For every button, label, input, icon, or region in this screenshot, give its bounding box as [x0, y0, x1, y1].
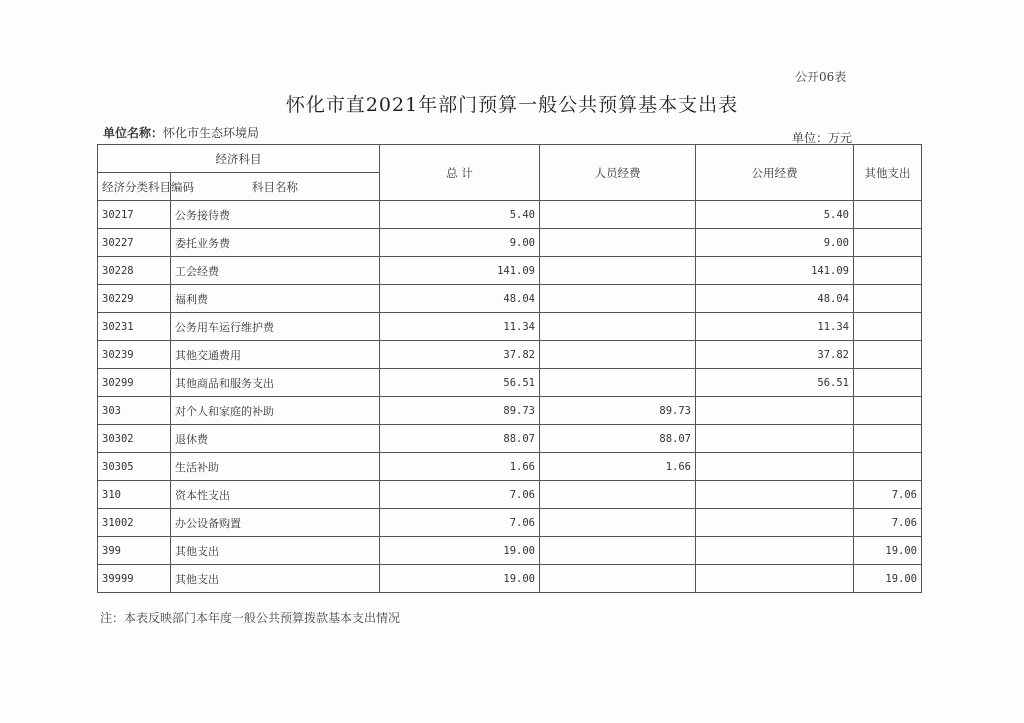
row-public-cell: [696, 565, 854, 593]
row-total-cell: 56.51: [380, 369, 540, 397]
row-public-cell: 37.82: [696, 341, 854, 369]
row-total-cell: 48.04: [380, 285, 540, 313]
row-code-cell: 30228: [98, 257, 171, 285]
table-row: [98, 509, 922, 537]
row-name-cell: 工会经费: [171, 257, 380, 285]
row-other-cell: 7.06: [854, 509, 922, 537]
row-other-cell: 7.06: [854, 481, 922, 509]
row-total-cell: 89.73: [380, 397, 540, 425]
row-personnel-cell: 88.07: [540, 425, 696, 453]
row-name-cell: 其他商品和服务支出: [171, 369, 380, 397]
header-other: 其他支出: [854, 145, 922, 201]
row-public-cell: [696, 537, 854, 565]
row-name-cell: 其他支出: [171, 537, 380, 565]
row-other-cell: [854, 285, 922, 313]
row-public-cell: [696, 397, 854, 425]
table-row: [98, 481, 922, 509]
header-public: 公用经费: [696, 145, 854, 201]
row-personnel-cell: [540, 537, 696, 565]
row-code-cell: 30229: [98, 285, 171, 313]
row-public-cell: [696, 453, 854, 481]
row-total-cell: 9.00: [380, 229, 540, 257]
unit-name-label: 单位名称：: [103, 126, 164, 140]
row-name-cell: 其他支出: [171, 565, 380, 593]
row-other-cell: [854, 313, 922, 341]
row-public-cell: [696, 481, 854, 509]
row-name-cell: 退休费: [171, 425, 380, 453]
header-econ-code: 经济分类科目编码: [98, 173, 171, 201]
table-row: [98, 397, 922, 425]
table-row: [98, 565, 922, 593]
row-code-cell: 30302: [98, 425, 171, 453]
row-name-cell: 资本性支出: [171, 481, 380, 509]
table-row: [98, 285, 922, 313]
header-subject-name: 科目名称: [171, 173, 380, 201]
row-total-cell: 1.66: [380, 453, 540, 481]
row-personnel-cell: [540, 565, 696, 593]
table-row: [98, 425, 922, 453]
row-personnel-cell: [540, 509, 696, 537]
row-code-cell: 31002: [98, 509, 171, 537]
row-other-cell: [854, 397, 922, 425]
row-code-cell: 30299: [98, 369, 171, 397]
table-row: [98, 369, 922, 397]
money-unit: 单位：万元: [792, 131, 853, 145]
row-personnel-cell: [540, 201, 696, 229]
row-code-cell: 399: [98, 537, 171, 565]
row-personnel-cell: [540, 341, 696, 369]
row-public-cell: [696, 425, 854, 453]
row-code-cell: 30231: [98, 313, 171, 341]
row-code-cell: 30239: [98, 341, 171, 369]
row-other-cell: [854, 229, 922, 257]
row-total-cell: 7.06: [380, 481, 540, 509]
row-total-cell: 141.09: [380, 257, 540, 285]
table-row: [98, 537, 922, 565]
page-title: 怀化市直2021年部门预算一般公共预算基本支出表: [285, 94, 739, 116]
row-personnel-cell: [540, 481, 696, 509]
row-other-cell: [854, 201, 922, 229]
unit-name: [103, 124, 259, 141]
row-code-cell: 30217: [98, 201, 171, 229]
header-total: 总 计: [380, 145, 540, 201]
row-public-cell: 11.34: [696, 313, 854, 341]
row-other-cell: 19.00: [854, 537, 922, 565]
row-code-cell: 39999: [98, 565, 171, 593]
row-public-cell: 5.40: [696, 201, 854, 229]
row-other-cell: [854, 341, 922, 369]
row-name-cell: 办公设备购置: [171, 509, 380, 537]
row-name-cell: 委托业务费: [171, 229, 380, 257]
row-personnel-cell: [540, 313, 696, 341]
row-name-cell: 福利费: [171, 285, 380, 313]
row-total-cell: 11.34: [380, 313, 540, 341]
row-other-cell: [854, 453, 922, 481]
row-total-cell: 19.00: [380, 537, 540, 565]
header-econ-subject: 经济科目: [98, 145, 380, 173]
row-name-cell: 公务用车运行维护费: [171, 313, 380, 341]
row-other-cell: [854, 425, 922, 453]
row-total-cell: 37.82: [380, 341, 540, 369]
table-row: [98, 313, 922, 341]
table-row: [98, 453, 922, 481]
row-public-cell: [696, 509, 854, 537]
row-code-cell: 310: [98, 481, 171, 509]
row-total-cell: 7.06: [380, 509, 540, 537]
form-number: 公开06表: [795, 70, 847, 84]
row-total-cell: 5.40: [380, 201, 540, 229]
row-public-cell: 56.51: [696, 369, 854, 397]
table-row: [98, 341, 922, 369]
row-name-cell: 公务接待费: [171, 201, 380, 229]
row-code-cell: 30227: [98, 229, 171, 257]
row-code-cell: 30305: [98, 453, 171, 481]
table-row: [98, 201, 922, 229]
table-row: [98, 229, 922, 257]
row-other-cell: [854, 369, 922, 397]
unit-name-value: 怀化市生态环境局: [163, 126, 260, 140]
row-public-cell: 48.04: [696, 285, 854, 313]
footnote: 注：本表反映部门本年度一般公共预算拨款基本支出情况: [100, 611, 401, 625]
row-code-cell: 303: [98, 397, 171, 425]
row-name-cell: 生活补助: [171, 453, 380, 481]
header-personnel: 人员经费: [540, 145, 696, 201]
row-total-cell: 19.00: [380, 565, 540, 593]
table-row: [98, 257, 922, 285]
row-name-cell: 对个人和家庭的补助: [171, 397, 380, 425]
row-personnel-cell: [540, 285, 696, 313]
row-personnel-cell: [540, 369, 696, 397]
row-personnel-cell: [540, 257, 696, 285]
row-personnel-cell: 1.66: [540, 453, 696, 481]
row-other-cell: 19.00: [854, 565, 922, 593]
row-total-cell: 88.07: [380, 425, 540, 453]
row-other-cell: [854, 257, 922, 285]
table-body: [98, 201, 922, 593]
row-public-cell: 141.09: [696, 257, 854, 285]
row-public-cell: 9.00: [696, 229, 854, 257]
row-personnel-cell: 89.73: [540, 397, 696, 425]
budget-table: [97, 144, 922, 593]
row-personnel-cell: [540, 229, 696, 257]
row-name-cell: 其他交通费用: [171, 341, 380, 369]
